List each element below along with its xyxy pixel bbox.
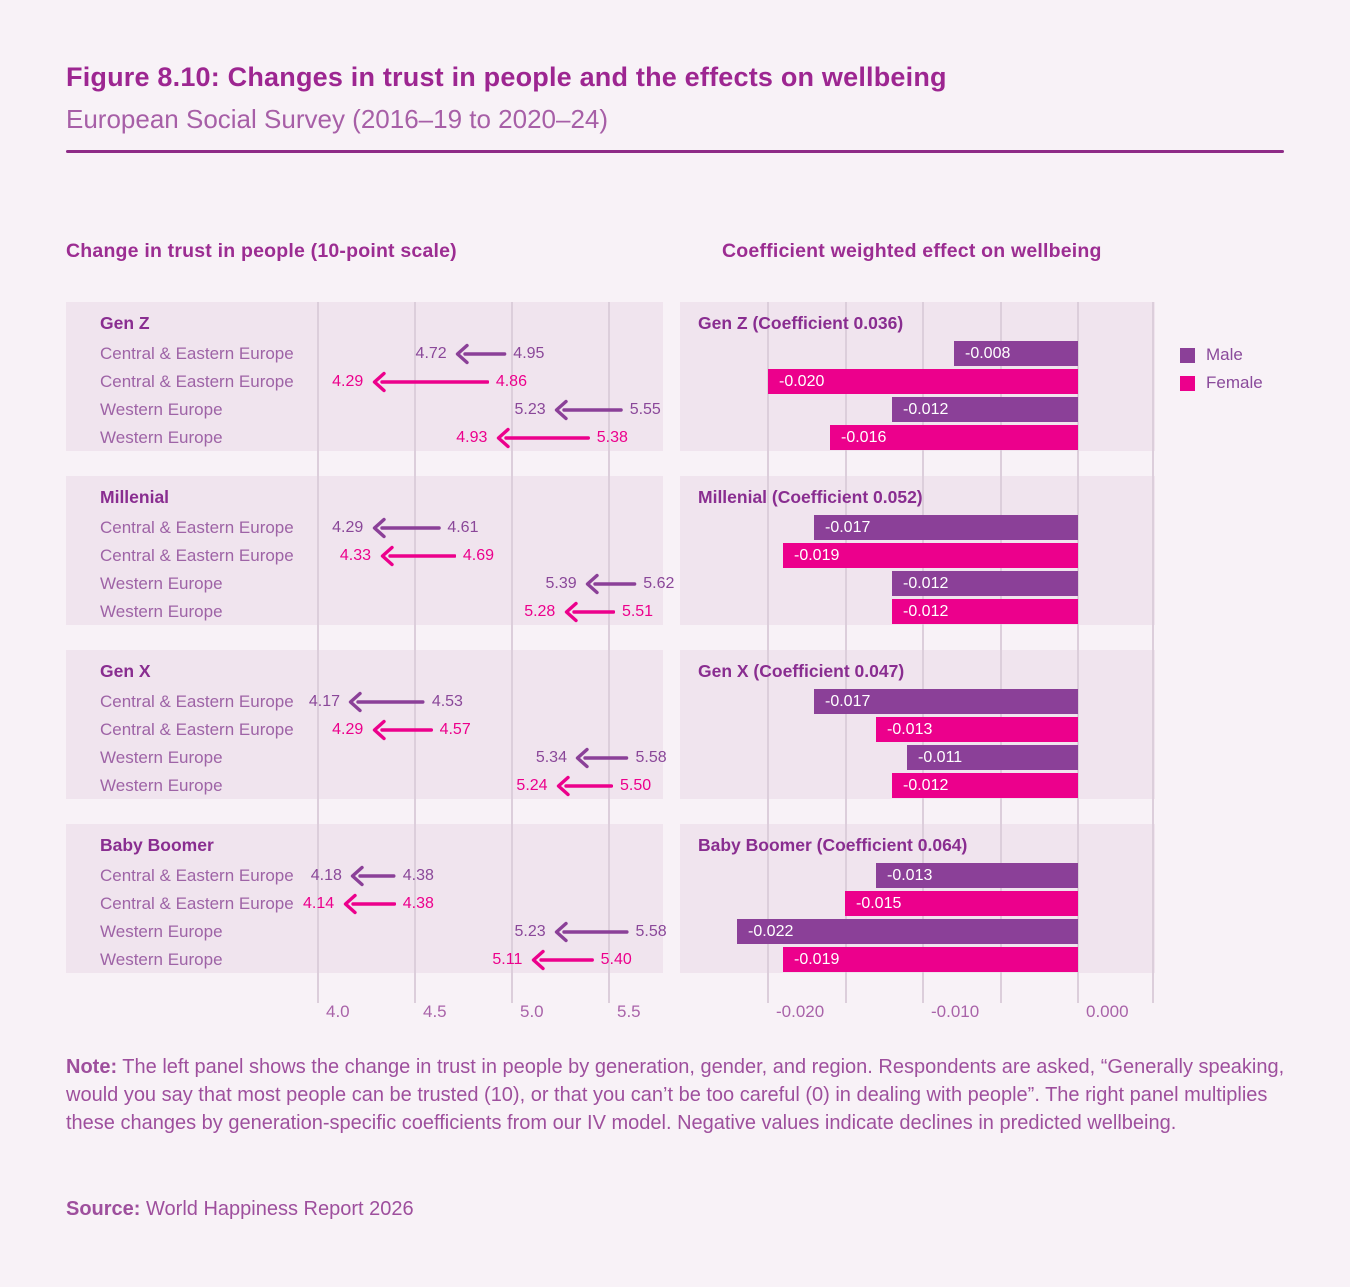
effect-bar: [768, 369, 1078, 394]
old-value-label: 5.38: [596, 429, 628, 446]
effect-value-label: -0.019: [794, 951, 840, 968]
generation-coefficient-title: Gen X (Coefficient 0.047): [698, 661, 905, 681]
generation-coefficient-title: Baby Boomer (Coefficient 0.064): [698, 835, 968, 855]
new-value-label: 4.29: [332, 519, 364, 536]
left-axis-tick-label: 4.0: [326, 1002, 350, 1021]
effect-value-label: -0.013: [887, 867, 933, 884]
trust-row: [66, 862, 663, 890]
effect-bar: [892, 397, 1078, 422]
region-label: Western Europe: [100, 574, 223, 593]
source-text: World Happiness Report 2026: [140, 1198, 414, 1220]
decline-arrow-icon: [495, 427, 590, 449]
new-value-label: 5.34: [535, 749, 567, 766]
effect-row: [680, 716, 1155, 744]
old-value-label: 4.38: [402, 867, 434, 884]
new-value-label: 4.72: [415, 345, 447, 362]
trust-row: [66, 890, 663, 918]
generation-title: Gen Z: [100, 313, 150, 333]
old-value-label: 5.55: [629, 401, 661, 418]
trust-block: [66, 302, 663, 451]
effect-bar: [907, 745, 1078, 770]
region-label: Western Europe: [100, 602, 223, 621]
effect-bar: [892, 571, 1078, 596]
trust-block: [66, 650, 667, 799]
effect-bar: [892, 773, 1078, 798]
old-value-label: 4.38: [402, 895, 434, 912]
region-label: Western Europe: [100, 776, 223, 795]
right-panel-header: Coefficient weighted effect on wellbeing: [722, 240, 1102, 262]
effect-row: [680, 862, 1155, 890]
decline-arrow-icon: [342, 893, 397, 915]
region-label: Central & Eastern Europe: [100, 518, 294, 537]
legend-item-female: [1180, 369, 1330, 397]
old-value-label: 5.58: [635, 923, 667, 940]
left-axis-tick-label: 5.0: [520, 1002, 544, 1021]
effect-bar: [892, 599, 1078, 624]
old-value-label: 4.53: [431, 693, 463, 710]
female-swatch-icon: [1180, 376, 1195, 391]
effect-value-label: -0.017: [825, 519, 871, 536]
right-axis-tick-label: 0.000: [1086, 1002, 1129, 1021]
old-value-label: 5.62: [643, 575, 675, 592]
effect-block: [680, 476, 1155, 625]
region-label: Central & Eastern Europe: [100, 894, 294, 913]
figure-source: [66, 1198, 966, 1221]
effect-row: [680, 772, 1155, 800]
region-label: Western Europe: [100, 748, 223, 767]
note-label: Note:: [66, 1056, 118, 1078]
new-value-label: 4.29: [332, 373, 364, 390]
region-label: Central & Eastern Europe: [100, 692, 294, 711]
effect-row: [680, 946, 1155, 974]
new-value-label: 5.23: [514, 923, 546, 940]
trust-row: [66, 772, 663, 800]
effect-bar: [845, 891, 1078, 916]
trust-row: [66, 598, 663, 626]
effect-value-label: -0.020: [779, 373, 825, 390]
region-label: Central & Eastern Europe: [100, 372, 294, 391]
left-panel-header: Change in trust in people (10-point scale): [66, 240, 457, 262]
effect-bar: [814, 689, 1078, 714]
region-label: Central & Eastern Europe: [100, 344, 294, 363]
effect-row: [680, 396, 1155, 424]
old-value-label: 4.86: [495, 373, 527, 390]
region-label: Central & Eastern Europe: [100, 546, 294, 565]
effect-bar: [783, 543, 1078, 568]
effect-value-label: -0.012: [903, 777, 949, 794]
effect-row: [680, 514, 1155, 542]
old-value-label: 4.61: [447, 519, 479, 536]
decline-arrow-icon: [379, 545, 457, 567]
new-value-label: 5.11: [492, 951, 523, 968]
old-value-label: 5.50: [620, 777, 652, 794]
decline-arrow-icon: [574, 747, 629, 769]
effect-value-label: -0.017: [825, 693, 871, 710]
region-label: Western Europe: [100, 400, 223, 419]
region-label: Western Europe: [100, 428, 223, 447]
new-value-label: 5.28: [524, 603, 556, 620]
effect-value-label: -0.012: [903, 401, 949, 418]
figure-note: [66, 1053, 1288, 1137]
effect-value-label: -0.012: [903, 603, 949, 620]
effect-row: [680, 918, 1155, 946]
old-value-label: 5.51: [621, 603, 654, 620]
legend-male-label: Male: [1206, 345, 1243, 364]
effect-bar: [954, 341, 1078, 366]
decline-arrow-icon: [347, 691, 425, 713]
left-axis-tick-label: 4.5: [423, 1002, 447, 1021]
trust-row: [66, 570, 675, 598]
new-value-label: 4.18: [310, 867, 342, 884]
effect-row: [680, 598, 1155, 626]
effect-block: [680, 824, 1155, 973]
effect-row: [680, 890, 1155, 918]
effect-bar: [830, 425, 1078, 450]
effect-row: [680, 340, 1155, 368]
trust-row: [66, 744, 667, 772]
new-value-label: 5.39: [545, 575, 577, 592]
effect-row: [680, 744, 1155, 772]
trust-row: [66, 716, 663, 744]
effect-value-label: -0.012: [903, 575, 949, 592]
source-label: Source:: [66, 1198, 141, 1220]
effect-bar: [876, 863, 1078, 888]
decline-arrow-icon: [371, 719, 433, 741]
region-label: Central & Eastern Europe: [100, 866, 294, 885]
trust-row: [66, 340, 663, 368]
decline-arrow-icon: [584, 573, 637, 595]
decline-arrow-icon: [349, 865, 396, 887]
right-axis-tick-label: -0.010: [931, 1002, 980, 1021]
trust-row: [66, 946, 663, 974]
left-axis-tick-label: 5.5: [617, 1002, 641, 1021]
decline-arrow-icon: [563, 601, 616, 623]
decline-arrow-icon: [454, 343, 507, 365]
old-value-label: 4.69: [462, 547, 494, 564]
figure-title: Figure 8.10: Changes in trust in people and the effects on wellbeing: [66, 62, 947, 92]
effect-row: [680, 368, 1155, 396]
effect-bar: [783, 947, 1078, 972]
trust-row: [66, 542, 663, 570]
effect-bar: [814, 515, 1078, 540]
decline-arrow-icon: [530, 949, 594, 971]
trust-row: [66, 688, 663, 716]
note-text: The left panel shows the change in trust in people by generation, gender, and region. Respondents are asked, “Generally speaking, would you say that most people can be trusted (10), or that you can’t be too careful (0) in dealing with people”. The right panel multiplies these changes by generation-specific coefficients from our IV model. Negative values indicate declines in predicted wellbeing.: [66, 1056, 1285, 1134]
old-value-label: 4.57: [439, 721, 471, 738]
trust-row: [66, 368, 663, 396]
new-value-label: 4.17: [308, 693, 340, 710]
generation-title: Gen X: [100, 661, 151, 681]
legend: [1180, 341, 1330, 397]
decline-arrow-icon: [553, 921, 629, 943]
trust-row: [66, 424, 663, 452]
effect-value-label: -0.008: [965, 345, 1011, 362]
trust-row: [66, 918, 667, 946]
generation-coefficient-title: Millenial (Coefficient 0.052): [698, 487, 923, 507]
right-axis-tick-label: -0.020: [776, 1002, 825, 1021]
region-label: Western Europe: [100, 950, 223, 969]
male-swatch-icon: [1180, 348, 1195, 363]
trust-row: [66, 396, 663, 424]
effect-block: [680, 302, 1155, 451]
generation-coefficient-title: Gen Z (Coefficient 0.036): [698, 313, 904, 333]
effect-value-label: -0.022: [748, 923, 794, 940]
effect-bar: [876, 717, 1078, 742]
decline-arrow-icon: [371, 371, 490, 393]
new-value-label: 4.29: [332, 721, 364, 738]
effect-row: [680, 424, 1155, 452]
legend-item-male: [1180, 341, 1330, 369]
new-value-label: 4.33: [339, 547, 372, 564]
effect-row: [680, 542, 1155, 570]
effect-value-label: -0.011: [918, 749, 963, 766]
effect-row: [680, 688, 1155, 716]
decline-arrow-icon: [371, 517, 441, 539]
old-value-label: 5.40: [600, 951, 632, 968]
effect-value-label: -0.013: [887, 721, 933, 738]
effect-bar: [737, 919, 1078, 944]
new-value-label: 4.93: [456, 429, 488, 446]
decline-arrow-icon: [555, 775, 613, 797]
new-value-label: 4.14: [303, 895, 335, 912]
new-value-label: 5.24: [516, 777, 548, 794]
legend-female-label: Female: [1206, 373, 1263, 392]
effect-value-label: -0.016: [841, 429, 887, 446]
region-label: Central & Eastern Europe: [100, 720, 294, 739]
old-value-label: 5.58: [635, 749, 667, 766]
region-label: Western Europe: [100, 922, 223, 941]
effect-value-label: -0.019: [794, 547, 840, 564]
trust-row: [66, 514, 663, 542]
effect-value-label: -0.015: [856, 895, 902, 912]
old-value-label: 4.95: [513, 345, 545, 362]
generation-title: Millenial: [100, 487, 170, 507]
effect-block: [680, 650, 1155, 799]
effect-row: [680, 570, 1155, 598]
decline-arrow-icon: [553, 399, 623, 421]
trust-block: [66, 824, 667, 973]
generation-title: Baby Boomer: [100, 835, 214, 855]
new-value-label: 5.23: [514, 401, 546, 418]
figure-subtitle: European Social Survey (2016–19 to 2020–24): [66, 104, 609, 134]
trust-block: [66, 476, 675, 625]
